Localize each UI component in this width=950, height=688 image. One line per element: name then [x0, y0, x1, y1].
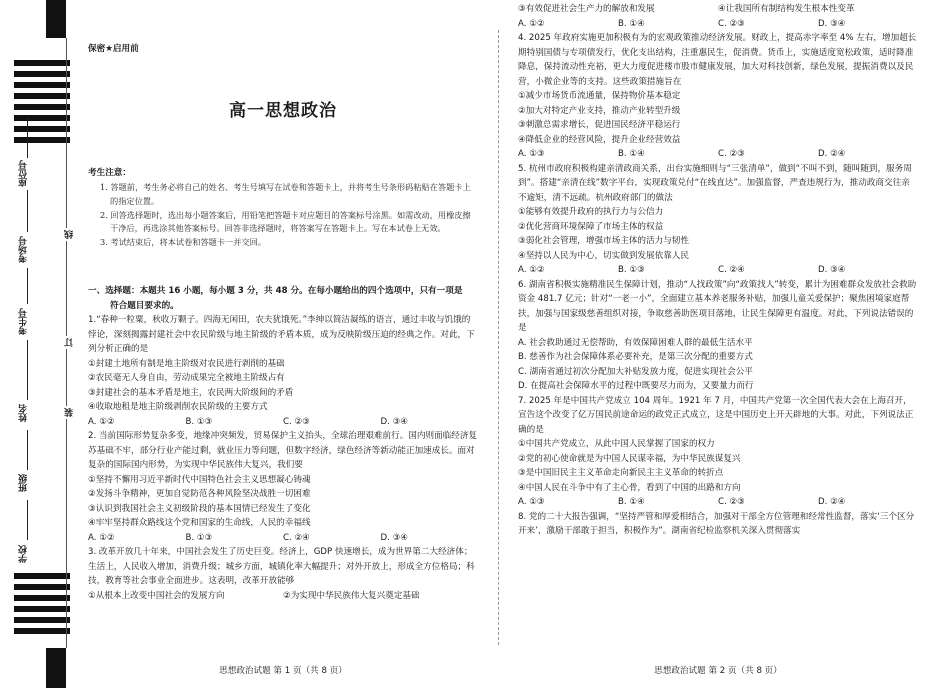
question-6-option: D. 在提高社会保障水平的过程中既要尽力而为，又要量力而行	[518, 381, 754, 391]
notice-heading: 考生注意：	[88, 168, 131, 178]
question-1-option: ①封建土地所有制是地主阶级对农民进行剥削的基础	[88, 358, 285, 369]
question-4-choices: A. ①③ B. ①④ C. ②③ D. ②④	[518, 149, 846, 159]
class-label: 班级	[19, 474, 29, 492]
question-7-choices: A. ①③ B. ①④ C. ②③ D. ②④	[518, 497, 846, 507]
question-5-choices: A. ①② B. ①③ C. ②④ D. ③④	[518, 265, 846, 275]
question-1-option: ④收取地租是地主阶级剥削农民阶级的主要方式	[88, 402, 268, 412]
question-4-stem: 4. 2025 年政府实施更加积极有为的宏观政策推动经济发展。财政上，提高赤字率至 4% 左右，增加超长期特别国债与专项债发行，优化支出结构，注重惠民生，促消费。货币上，实施适度宽松政策，适时降准降息，保持流动性充裕，更大力度促进楼市股市健康发展，加大对科技创新，绿色发展，提振消费以及民营，小微企业等的支持。这些政策措施旨在	[518, 33, 917, 87]
question-1-option: ③封建社会的基本矛盾是地主，农民两大阶级间的矛盾	[88, 387, 294, 398]
question-4-option: ③刺激总需求增长，促进国民经济平稳运行	[518, 120, 681, 130]
section-heading: 一、选择题：本题共 16 小题，每小题 3 分，共 48 分。在每小题给出的四个选项中，只有一项是 符合题目要求的。	[88, 286, 463, 311]
question-1-stem: 1.“春种一粒粟，秋收万颗子。四海无闲田，农夫犹饿死。”李绅以简洁凝练的语言，通过丰收与饥饿的悖论，深刻揭露封建社会中农民阶级与地主阶级的矛盾本质，成为反映阶级压迫的经典之作。对此，下列分析正确的是	[88, 315, 475, 354]
question-2-stem: 2. 当前国际形势复杂多变，地缘冲突频发，贸易保护主义抬头，全球治理艰难前行。国内则面临经济复苏基础不牢，部分行业产能过剩，就业压力等问题，但数字经济，绿色经济等新动能正加速成长。面对复杂的国际国内形势，为实现中华民族伟大复兴，我们要	[88, 431, 478, 470]
page-1-questions	[88, 284, 478, 603]
cut-mark-line: 线	[65, 230, 75, 239]
question-4-option: ②加大对特定产业支持，推动产业转型升级	[518, 105, 681, 116]
page-1	[88, 0, 478, 688]
student-number-label: 考生号	[19, 308, 29, 335]
binding-strip	[0, 0, 78, 688]
notice-item: 2. 回答选择题时，选出每小题答案后，用铅笔把答题卡对应题目的答案标号涂黑。如需改动，用橡皮擦干净后，再选涂其他答案标号。回答非选择题时，将答案写在答题卡上。写在本试卷上无效。	[100, 209, 471, 234]
question-2-option: ③认识到我国社会主义初级阶段的基本国情已经发生了变化	[88, 503, 311, 514]
question-4-option: ④降低企业的经营风险，提升企业经营效益	[518, 134, 681, 145]
question-1-choices: A. ①② B. ①③ C. ②③ D. ③④	[88, 416, 408, 427]
question-6-option: B. 慈善作为社会保障体系必要补充，是第三次分配的重要方式	[518, 352, 753, 362]
question-5-option: ②优化营商环境保障了市场主体的权益	[518, 221, 664, 232]
question-3-stem: 3. 改革开放几十年来，中国社会发生了历史巨变。经济上，GDP 快速增长，成为世界第二大经济体；生活上，人民收入增加，消费升级；城乡方面，城镇化率大幅提升；对外开放上，形成全方位格局；科技，教育等社会事业全面进步。这表明，改革开放能够	[88, 547, 475, 586]
question-3-choices: A. ①② B. ①④ C. ②③ D. ③④	[518, 18, 846, 29]
question-2-option: ①坚持不懈用习近平新时代中国特色社会主义思想凝心铸魂	[88, 474, 311, 485]
confidential-mark: 保密★启用前	[88, 44, 139, 54]
question-3-options-row: ③有效促进社会生产力的解放和发展 ④让我国所有制结构发生根本性变革	[518, 4, 855, 14]
name-label: 姓名	[19, 404, 29, 422]
exam-title: 高一思想政治	[229, 101, 337, 121]
notice-item: 3. 考试结束后，将本试卷和答题卡一并交回。	[100, 237, 266, 248]
question-6-option: C. 湖南省通过初次分配加大补贴发放力度，促进实现社会公平	[518, 366, 753, 377]
binding-bars-bottom	[14, 573, 70, 639]
question-7-option: ②党的初心使命就是为中国人民谋幸福，为中华民族谋复兴	[518, 453, 741, 464]
binding-stripe-bottom	[46, 648, 66, 688]
question-2-choices: A. ①② B. ①③ C. ②④ D. ③④	[88, 532, 408, 543]
exam-room-label: 考场号	[19, 236, 29, 263]
question-6-option: A. 社会救助通过无偿帮助，有效保障困难人群的最低生活水平	[518, 337, 753, 348]
question-7-option: ①中国共产党成立，从此中国人民掌握了国家的权力	[518, 439, 715, 449]
seat-number-label: 座位号	[19, 160, 29, 187]
question-3-options-row: ①从根本上改变中国社会的发展方向 ②为实现中华民族伟大复兴奠定基础	[88, 590, 420, 601]
question-5-option: ①能够有效提升政府的执行力与公信力	[518, 207, 664, 217]
cut-mark-install: 装	[65, 408, 75, 417]
question-8-stem: 8. 党的二十大报告强调，“坚持严管和厚爱相结合，加强对干部全方位管理和经常性监督，落实‘三个区分开来’，激励干部敢于担当，积极作为”。湖南省纪检监察机关深入贯彻落实	[518, 511, 915, 536]
cut-mark-bind: 订	[65, 338, 75, 347]
school-label: 学校	[19, 545, 29, 563]
question-4-option: ①减少市场货币流通量，保持物价基本稳定	[518, 91, 681, 101]
page-2	[518, 0, 918, 688]
question-5-option: ④坚持以人民为中心，切实做到发展依靠人民	[518, 250, 689, 261]
notice-item: 1. 答题前，考生务必将自己的姓名、考生号填写在试卷和答题卡上，并将考生号条形码粘贴在答题卡上的指定位置。	[100, 182, 471, 206]
question-2-option: ④牢牢坚持群众路线这个党和国家的生命线，人民的幸福线	[88, 518, 311, 528]
question-2-option: ②发扬斗争精神，更加自觉防范各种风险坚决战胜一切困难	[88, 489, 311, 499]
binding-bars-top	[14, 60, 70, 148]
question-5-stem: 5. 杭州市政府积极构建亲清政商关系，出台实施细则与“三张清单”，做到“不叫不到，随叫随到，服务周到”。搭建“亲清在线”数字平台，实现政策兑付“在线直达”。加强监督，严查违规行为，推动政商交往亲不逾矩，清不远疏。杭州政府部门的做法	[518, 163, 912, 203]
question-7-option: ③是中国旧民主主义革命走向新民主主义革命的转折点	[518, 468, 724, 478]
page-footer: 思想政治试题 第 1 页（共 8 页）	[219, 666, 347, 676]
page-2-questions	[518, 2, 918, 539]
page-footer: 思想政治试题 第 2 页（共 8 页）	[654, 666, 782, 676]
question-5-option: ③弱化社会管理，增强市场主体的活力与韧性	[518, 236, 689, 246]
binding-stripe-top	[46, 0, 66, 38]
page-divider	[498, 30, 499, 645]
question-1-option: ②农民毫无人身自由，劳动成果完全被地主阶级占有	[88, 373, 285, 383]
question-7-option: ④中国人民在斗争中有了主心骨，看到了中国的出路和方向	[518, 482, 741, 493]
question-7-stem: 7. 2025 年是中国共产党成立 104 周年。1921 年 7 月，中国共产党第一次全国代表大会在上海召开，宣告这个改变了亿万国民前途命运的政党正式成立，这是中国历史上开天辟地的大事。对此，下列说法正确的是	[518, 395, 914, 435]
notice-list	[100, 181, 478, 250]
question-6-stem: 6. 湖南省积极实施精准民生保障计划，推动“人找政策”向“政策找人”转变，累计为困难群众发放社会救助资金 481.7 亿元；针对“一老一小”，全面建立基本养老服务补贴，加强儿童关爱保护；聚焦困境家庭帮扶，加强与国家级慈善组织对接，争取慈善助医项目落地，让民生保障更有温度。对此，下列说法错误的是	[518, 279, 917, 333]
